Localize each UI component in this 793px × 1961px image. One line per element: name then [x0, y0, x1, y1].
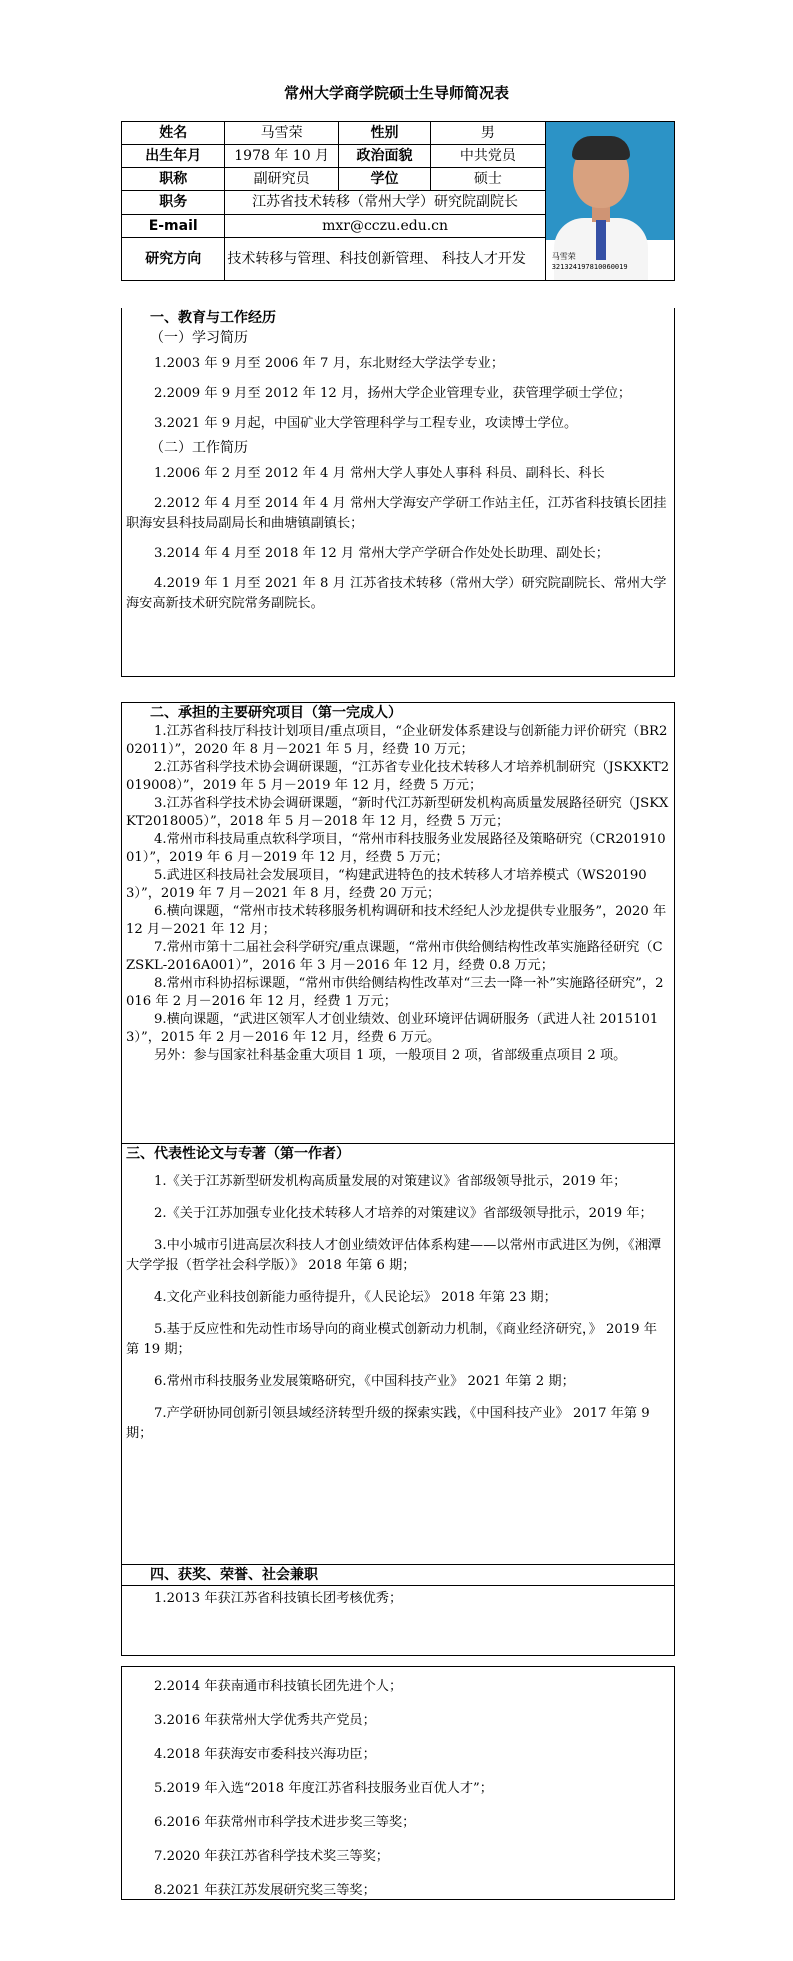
birth-value: 1978 年 10 月	[225, 145, 339, 168]
projects-papers-section	[121, 702, 675, 1656]
project-item: 6.横向课题，“常州市技术转移服务机构调研和技术经纪人沙龙提供专业服务”，2020 年 12 月－2021 年 12 月；	[126, 904, 667, 937]
research-value: 技术转移与管理、科技创新管理、 科技人才开发	[225, 237, 545, 280]
email-label: E-mail	[122, 214, 225, 237]
photo-caption-name: 马雪荣	[551, 252, 576, 261]
award-item: 8.2021 年获江苏发展研究奖三等奖；	[154, 1883, 376, 1898]
photo-caption-id: 321324197810060019	[551, 263, 628, 271]
paper-item: 1.《关于江苏新型研发机构高质量发展的对策建议》省部级领导批示，2019 年；	[154, 1174, 627, 1189]
project-item: 4.常州市科技局重点软科学项目，“常州市科技服务业发展路径及策略研究（CR20191001）”，2019 年 6 月－2019 年 12 月，经费 5 万元；	[126, 832, 666, 865]
degree-value: 硕士	[431, 168, 546, 191]
awards-continued-section	[121, 1666, 675, 1900]
projects-heading: 二、承担的主要研究项目（第一完成人）	[150, 705, 402, 721]
paper-item: 7.产学研协同创新引领县域经济转型升级的探索实践，《中国科技产业》 2017 年第 9 期；	[126, 1406, 650, 1441]
title-label: 职称	[122, 168, 225, 191]
degree-label: 学位	[338, 168, 430, 191]
work-heading: （二）工作简历	[150, 440, 248, 456]
project-item: 2.江苏省科学技术协会调研课题，“江苏省专业化技术转移人才培养机制研究（JSKXKT2019008）”，2019 年 5 月－2019 年 12 月，经费 5 万元；	[126, 760, 670, 793]
paper-item: 6.常州市科技服务业发展策略研究，《中国科技产业》 2021 年第 2 期；	[154, 1374, 575, 1389]
papers-heading: 三、代表性论文与专著（第一作者）	[126, 1146, 350, 1162]
award-item: 5.2019 年入选“2018 年度江苏省科技服务业百优人才”；	[154, 1781, 493, 1796]
project-item: 1.江苏省科技厅科技计划项目/重点项目，“企业研发体系建设与创新能力评价研究（BR202011）”，2020 年 8 月－2021 年 5 月，经费 10 万元；	[126, 724, 668, 757]
politics-value: 中共党员	[431, 145, 546, 168]
awards-heading: 四、获奖、荣誉、社会兼职	[150, 1567, 318, 1583]
birth-label: 出生年月	[122, 145, 225, 168]
project-item: 7.常州市第十二届社会科学研究/重点课题，“常州市供给侧结构性改革实施路径研究（CZSKL-2016A001）”，2016 年 3 月－2016 年 12 月，经费 0.8 万元；	[126, 940, 663, 973]
title-value: 副研究员	[225, 168, 339, 191]
education-section	[121, 308, 675, 677]
research-label: 研究方向	[122, 237, 225, 280]
position-value: 江苏省技术转移（常州大学）研究院副院长	[225, 191, 545, 214]
education-heading: 一、教育与工作经历	[150, 310, 276, 326]
award-item: 4.2018 年获海安市委科技兴海功臣；	[154, 1747, 376, 1762]
paper-item: 3.中小城市引进高层次科技人才创业绩效评估体系构建——以常州市武进区为例，《湘潭大学学报（哲学社会科学版）》 2018 年第 6 期；	[126, 1238, 662, 1273]
portrait-photo	[546, 122, 674, 280]
award-item: 3.2016 年获常州大学优秀共产党员；	[154, 1713, 376, 1728]
study-item: 2.2009 年 9 月至 2012 年 12 月，扬州大学企业管理专业，获管理学硕士学位；	[154, 386, 632, 401]
project-item: 3.江苏省科学技术协会调研课题，“新时代江苏新型研发机构高质量发展路径研究（JSKXKT2018005）”，2018 年 5 月－2018 年 12 月，经费 5 万元；	[126, 796, 669, 829]
award-item: 7.2020 年获江苏省科学技术奖三等奖；	[154, 1849, 389, 1864]
paper-item: 2.《关于江苏加强专业化技术转移人才培养的对策建议》省部级领导批示，2019 年；	[154, 1206, 653, 1221]
paper-item: 5.基于反应性和先动性市场导向的商业模式创新动力机制，《商业经济研究，》 2019 年第 19 期；	[126, 1322, 657, 1357]
study-item: 3.2021 年 9 月起，中国矿业大学管理科学与工程专业，攻读博士学位。	[154, 416, 578, 431]
award-item: 1.2013 年获江苏省科技镇长团考核优秀；	[154, 1591, 403, 1606]
name-value: 马雪荣	[225, 122, 339, 145]
project-item: 9.横向课题，“武进区领军人才创业绩效、创业环境评估调研服务（武进人社 20151013）”，2015 年 2 月－2016 年 12 月，经费 6 万元。	[126, 1012, 659, 1045]
gender-value: 男	[431, 122, 546, 145]
paper-item: 4.文化产业科技创新能力亟待提升，《人民论坛》 2018 年第 23 期；	[154, 1290, 557, 1305]
work-item: 2.2012 年 4 月至 2014 年 4 月 常州大学海安产学研工作站主任，江苏省科技镇长团挂职海安县科技局副局长和曲塘镇副镇长；	[126, 496, 667, 531]
name-label: 姓名	[122, 122, 225, 145]
info-table	[121, 121, 675, 281]
email-value: mxr@cczu.edu.cn	[225, 214, 545, 237]
work-item: 3.2014 年 4 月至 2018 年 12 月 常州大学产学研合作处处长助理、副处长；	[154, 546, 609, 561]
work-item: 1.2006 年 2 月至 2012 年 4 月 常州大学人事处人事科 科员、副科长、科长	[154, 466, 605, 481]
award-item: 2.2014 年获南通市科技镇长团先进个人；	[154, 1679, 403, 1694]
project-item: 5.武进区科技局社会发展项目，“构建武进特色的技术转移人才培养模式（WS201903）”，2019 年 7 月－2021 年 8 月，经费 20 万元；	[126, 868, 647, 901]
page-title: 常州大学商学院硕士生导师简况表	[283, 84, 509, 102]
work-item: 4.2019 年 1 月至 2021 年 8 月 江苏省技术转移（常州大学）研究院副院长、常州大学海安高新技术研究院常务副院长。	[126, 576, 667, 611]
gender-label: 性别	[338, 122, 430, 145]
politics-label: 政治面貌	[338, 145, 430, 168]
award-item: 6.2016 年获常州市科学技术进步奖三等奖；	[154, 1815, 416, 1830]
study-item: 1.2003 年 9 月至 2006 年 7 月，东北财经大学法学专业；	[154, 356, 505, 371]
project-item: 8.常州市科协招标课题，“常州市供给侧结构性改革对“三去一降一补”实施路径研究”，2016 年 2 月－2016 年 12 月，经费 1 万元；	[126, 976, 664, 1009]
position-label: 职务	[122, 191, 225, 214]
project-item: 另外：参与国家社科基金重大项目 1 项，一般项目 2 项，省部级重点项目 2 项。	[154, 1048, 627, 1063]
photo-cell	[545, 122, 674, 281]
study-heading: （一）学习简历	[150, 330, 248, 346]
